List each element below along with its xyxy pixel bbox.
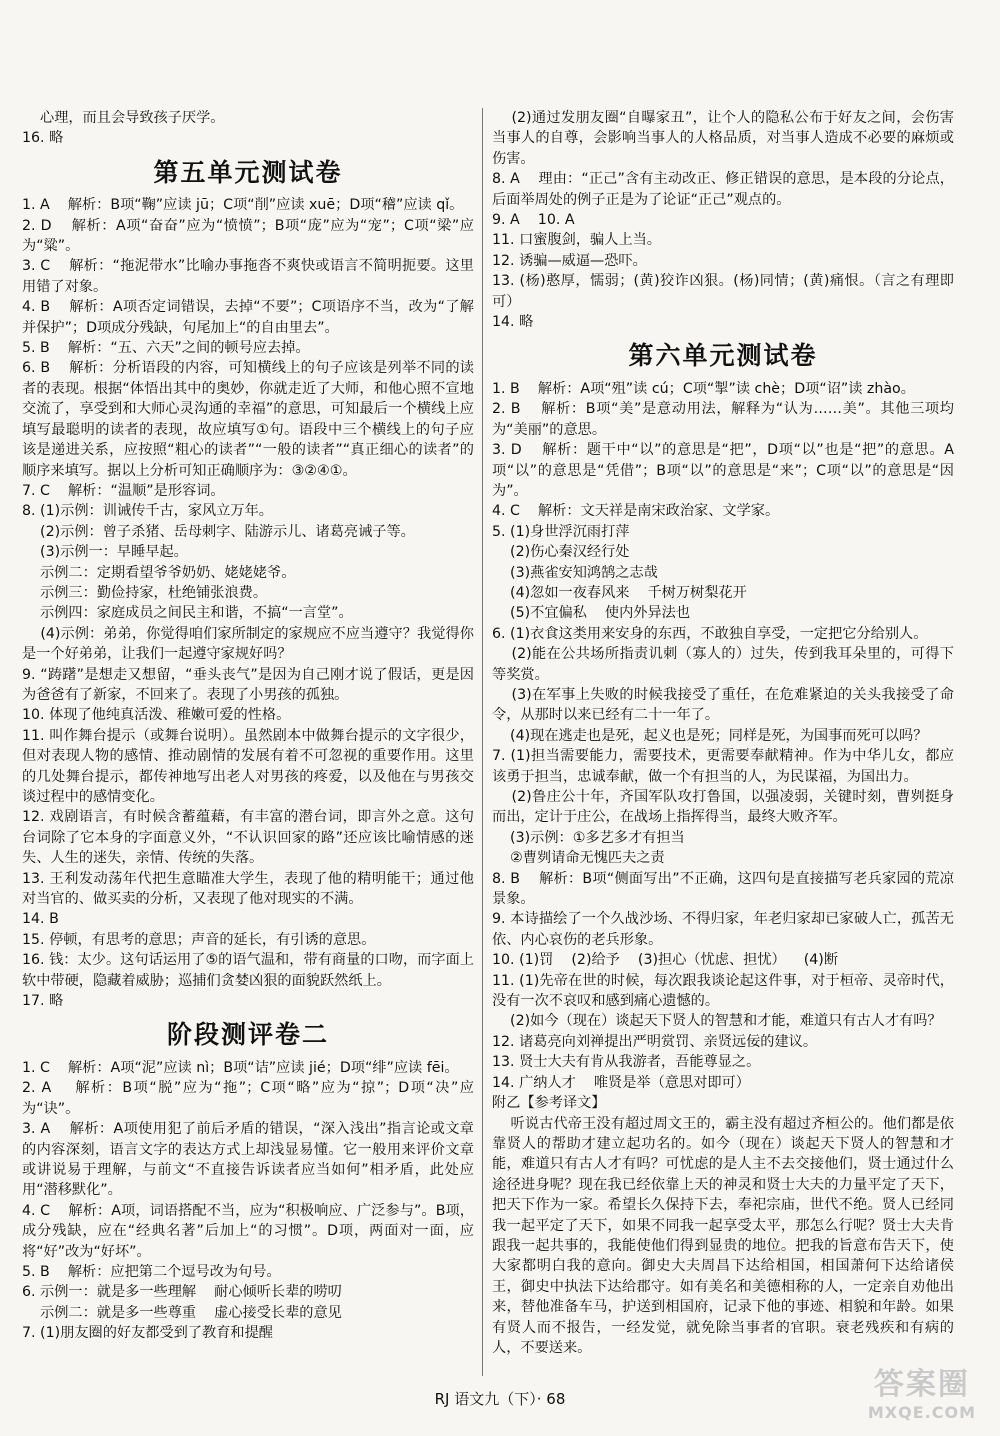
answer-line: 2. D 解析：A项“奋奋”应为“愤愤”；B项“庞”应为“宠”；C项“梁”应为“粱”。 [22, 217, 474, 255]
answer-line: 11. 口蜜腹剑，骗人上当。 [492, 232, 661, 249]
watermark-url: MXQE.COM [867, 1403, 976, 1422]
answer-line: 6. B 解析：分析语段的内容，可知横线上的句子应该是列举不同的读者的表现。根据“体悟出其中的奥妙，你就走近了大师，和他心照不宣地交流了，享受到和大师心灵沟通的幸福”的意思，可知最后一个横线上应填写最聪明的读者的表现，故应填写①句。语段中三个横线上的句子应该是递进关系，应按照“粗心的读者”“一般的读者”“真正细心的读者”的顺序来填写。据以上分析可知正确顺序为：③②④①。 [22, 360, 474, 479]
answer-line: 15. 停顿，有思考的意思；声音的延长，有引诱的意思。 [22, 931, 376, 948]
answer-line: 16. 略 [22, 130, 64, 147]
answer-line: 3. D 解析：题干中“以”的意思是“把”，D项“以”也是“把”的意思。A项“以”的意思是“凭借”；B项“以”的意思是“来”；C项“以”的意思是“因为”。 [492, 442, 954, 499]
answer-line: 3. C 解析：“拖泥带水”比喻办事拖沓不爽快或语言不简明扼要。这里用错了对象。 [22, 258, 474, 295]
answer-line: 12. 诱骗—威逼—恐吓。 [492, 252, 647, 269]
answer-line: 11. (1)先帝在世的时候，每次跟我谈论起这件事，对于桓帝、灵帝时代，没有一次不哀叹和感到痛心遗憾的。 [492, 972, 954, 1010]
column-divider [482, 108, 483, 1376]
answer-line: 6. 示例一：就是多一些理解 耐心倾听长辈的唠叨 [22, 1284, 342, 1301]
answer-line: (2)通过发朋友圈“自曝家丑”，让个人的隐私公布于好友之间，会伤害当事人的自尊，会影响当事人的人格品质，对当事人造成不必要的麻烦或伤害。 [492, 110, 954, 167]
answer-line: 13. 王利发动荡年代把生意瞄准大学生，表现了他的精明能干；通过他对当官的、做买卖的分析，又表现了他对现实的不满。 [22, 870, 474, 908]
section-heading: 第五单元测试卷 [153, 157, 343, 187]
page-footer: RJ 语文九（下）· 68 [434, 1390, 566, 1408]
watermark-logo [868, 1359, 976, 1422]
answer-line: 8. B 解析：B项“侧面写出”不正确，这四句是直接描写老兵家园的荒凉景象。 [492, 870, 954, 908]
answer-line: 7. C 解析：“温顺”是形容词。 [22, 482, 225, 499]
answer-line: 16. 钱：太少。这句话运用了⑤的语气温和，带有商量的口吻，而字面上软中带硬，隐藏着威胁；巡捕们贪婪凶狠的面貌跃然纸上。 [22, 952, 474, 989]
watermark-text: 答案圈 [873, 1367, 970, 1402]
answer-line: 附乙【参考译文】 [492, 1095, 606, 1112]
answer-line: 示例二：就是多一些尊重 虚心接受长辈的意见 [22, 1304, 342, 1321]
answer-line: (3)示例：①多艺多才有担当 [492, 829, 685, 846]
answer-line: (2)示例：曾子杀猪、岳母刺字、陆游示儿、诸葛亮诫子等。 [22, 523, 415, 540]
answer-line: 2. B 解析：B项“美”是意动用法，解释为“认为……美”。其他三项均为“美丽”的意思。 [492, 401, 954, 438]
answer-line: 5. B 解析：应把第二个逗号改为句号。 [22, 1263, 281, 1280]
answer-line: 7. (1)朋友圈的好友都受到了教育和提醒 [22, 1325, 273, 1342]
answer-line: (4)忽如一夜春风来 千树万树梨花开 [492, 584, 747, 601]
answer-line: (2)伤心秦汉经行处 [492, 544, 630, 561]
left-column [22, 108, 474, 1344]
answer-line: 9. 本诗描绘了一个久战沙场、不得归家，年老归家却已家破人亡，孤苦无依、内心哀伤的老兵形象。 [492, 911, 954, 948]
answer-line: 听说古代帝王没有超过周文王的，霸主没有超过齐桓公的。他们都是依靠贤人的帮助才建立起功名的。如今（现在）谈起天下贤人的智慧和才能，难道只有古人才有吗？可忧虑的是人主不去交接他们，贤士通过什么途径进身呢？现在我已经依靠上天的神灵和贤士大夫的力量平定了天下，把天下作为一家。希望长久保持下去，奉祀宗庙，世代不绝。贤人已经同我一起平定了天下，如果不同我一起享受太平，那怎么行呢？贤士大夫肯跟我一起共事的，我能使他们得到显贵的地位。把我的旨意布告天下，使大家都明白我的意向。御史大夫周昌下达给相国，相国萧何下达给诸侯王，御史中执法下达给郡守。如有美名和美德相称的人，一定亲自劝他出来，替他准备车马，护送到相国府，记录下他的事迹、相貌和年龄。如果有贤人而不报告，一经发觉，就免除当事者的官职。衰老残疾和有病的人，不要送来。 [492, 1115, 954, 1356]
answer-line: 5. B 解析：“五、六天”之间的顿号应去掉。 [22, 340, 310, 357]
answer-line: (3)示例一：早睡早起。 [22, 544, 188, 561]
answer-line: (3)燕雀安知鸿鹄之志哉 [492, 564, 658, 581]
answer-line: 12. 戏剧语言，有时候含蓄蕴藉，有丰富的潜台词，即言外之意。这句台词除了它本身的字面意义外，“不认识回家的路”还应该比喻情感的迷失、人生的迷失，亲情、传统的失落。 [22, 809, 474, 867]
answer-line: 14. 广纳人才 唯贤是举（意思对即可） [492, 1074, 750, 1091]
answer-line: 2. A 解析：B项“脱”应为“拖”；C项“略”应为“掠”；D项“决”应为“诀”。 [22, 1080, 474, 1117]
answer-line: (2)能在公共场所指责讥刺（寡人的）过失，传到我耳朵里的，可得下等奖赏。 [492, 646, 954, 683]
answer-line: 7. (1)担当需要能力，需要技术，更需要奉献精神。作为中华儿女，都应该勇于担当，忠诚奉献，做一个有担当的人，为民谋福，为国出力。 [492, 748, 954, 785]
answer-line: 示例三：勤俭持家，杜绝铺张浪费。 [22, 584, 268, 601]
answer-line: 示例二：定期看望爷爷奶奶、姥姥姥爷。 [22, 564, 296, 581]
answer-line: 8. A 理由：“正己”含有主动改正、修正错误的意思，是本段的分论点，后面举周处的例子正是为了论证“正己”观点的。 [492, 171, 954, 208]
answer-line: 11. 叫作舞台提示（或舞台说明）。虽然剧本中做舞台提示的文字很少，但对表现人物的感情、推动剧情的发展有着不可忽视的重要作用。这里的几处舞台提示，都传神地写出老人对男孩的疼爱，以及他在与男孩交谈过程中的感情变化。 [22, 727, 474, 805]
answer-line: (4)示例：弟弟，你觉得咱们家所制定的家规应不应当遵守？我觉得你是一个好弟弟，让我们一起遵守家规好吗？ [22, 625, 474, 663]
answer-line: (4)现在逃走也是死，起义也是死；同样是死，为国事而死可以吗？ [492, 727, 928, 744]
answer-line: 1. B 解析：A项“殂”读 cú；C项“掣”读 chè；D项“诏”读 zhào。 [492, 380, 915, 397]
answer-line: 8. (1)示例：训诫传千古，家风立万年。 [22, 503, 273, 520]
answer-line: 心理，而且会导致孩子厌学。 [22, 110, 225, 126]
answer-line: 3. A 解析：A项使用犯了前后矛盾的错误，“深入浅出”指言论或文章的内容深刻，语言文字的表达方式上却浅显易懂。它一般用来评价文章或讲说易于理解，与前文“不直接告诉读者应当如何”相矛盾，此处应用“潜移默化”。 [22, 1121, 474, 1199]
answer-line: 12. 诸葛亮向刘禅提出严明赏罚、亲贤远佞的建议。 [492, 1033, 818, 1050]
answer-line: ②曹刿请命无愧匹夫之责 [492, 850, 665, 867]
answer-line: 10. 体现了他纯真活泼、稚嫩可爱的性格。 [22, 707, 291, 724]
answer-line: 13. (杨)憨厚，懦弱；(黄)狡诈凶狠。(杨)同情；(黄)痛恨。（言之有理即可） [492, 273, 954, 310]
answer-line: 6. (1)衣食这类用来安身的东西，不敢独自享受，一定把它分给别人。 [492, 625, 928, 642]
section-heading: 阶段测评卷二 [166, 1020, 329, 1050]
answer-line: 10. (1)罚 (2)给予 (3)担心（忧虑、担忧） (4)断 [492, 952, 839, 969]
answer-line: 17. 略 [22, 993, 64, 1010]
answer-line: 14. 略 [492, 314, 534, 331]
answer-line: 4. C 解析：A项，词语搭配不当，应为“积极响应、广泛参与”。B项，成分残缺，应在“经典名著”后加上“的习惯”。D项，两面对一面，应将“好”改为“好坏”。 [22, 1202, 474, 1260]
answer-line: 1. A 解析：B项“鞠”应读 jū；C项“削”应读 xuē；D项“稽”应读 qǐ。 [22, 197, 464, 214]
answer-line: 13. 贤士大夫有肯从我游者，吾能尊显之。 [492, 1054, 761, 1071]
answer-line: (2)鲁庄公十年，齐国军队攻打鲁国，以强凌弱，关键时刻，曹刿挺身而出，定计于庄公，在战场上指挥得当，最终大败齐军。 [492, 789, 954, 826]
answer-line: 5. (1)身世浮沉雨打萍 [492, 523, 630, 540]
answer-line: 4. C 解析：文天祥是南宋政治家、文学家。 [492, 503, 780, 520]
answer-line: (2)如今（现在）谈起天下贤人的智慧和才能，难道只有古人才有吗？ [492, 1013, 942, 1030]
answer-line: 14. B [22, 911, 59, 928]
answer-line: 示例四：家庭成员之间民主和谐，不搞“一言堂”。 [22, 605, 353, 622]
answer-line: 9. “踌躇”是想走又想留，“垂头丧气”是因为自己刚才说了假话，更是因为爸爸有了新家，不回来了。表现了小男孩的孤独。 [22, 666, 474, 703]
answer-line: 1. C 解析：A项“泥”应读 nì；B项“诘”应读 jié；D项“绯”应读 fēi。 [22, 1059, 459, 1076]
right-column [492, 108, 954, 1358]
answer-line: 9. A 10. A [492, 212, 575, 229]
answer-line: (3)在军事上失败的时候我接受了重任，在危难紧迫的关头我接受了命令，从那时以来已经有二十一年了。 [492, 686, 954, 724]
section-heading: 第六单元测试卷 [628, 341, 818, 371]
answer-line: 4. B 解析：A项否定词错误，去掉“不要”；C项语序不当，改为“了解并保护”；D项成分残缺，句尾加上“的自由里去”。 [22, 299, 474, 336]
answer-line: (5)不宜偏私 使内外异法也 [492, 605, 691, 622]
